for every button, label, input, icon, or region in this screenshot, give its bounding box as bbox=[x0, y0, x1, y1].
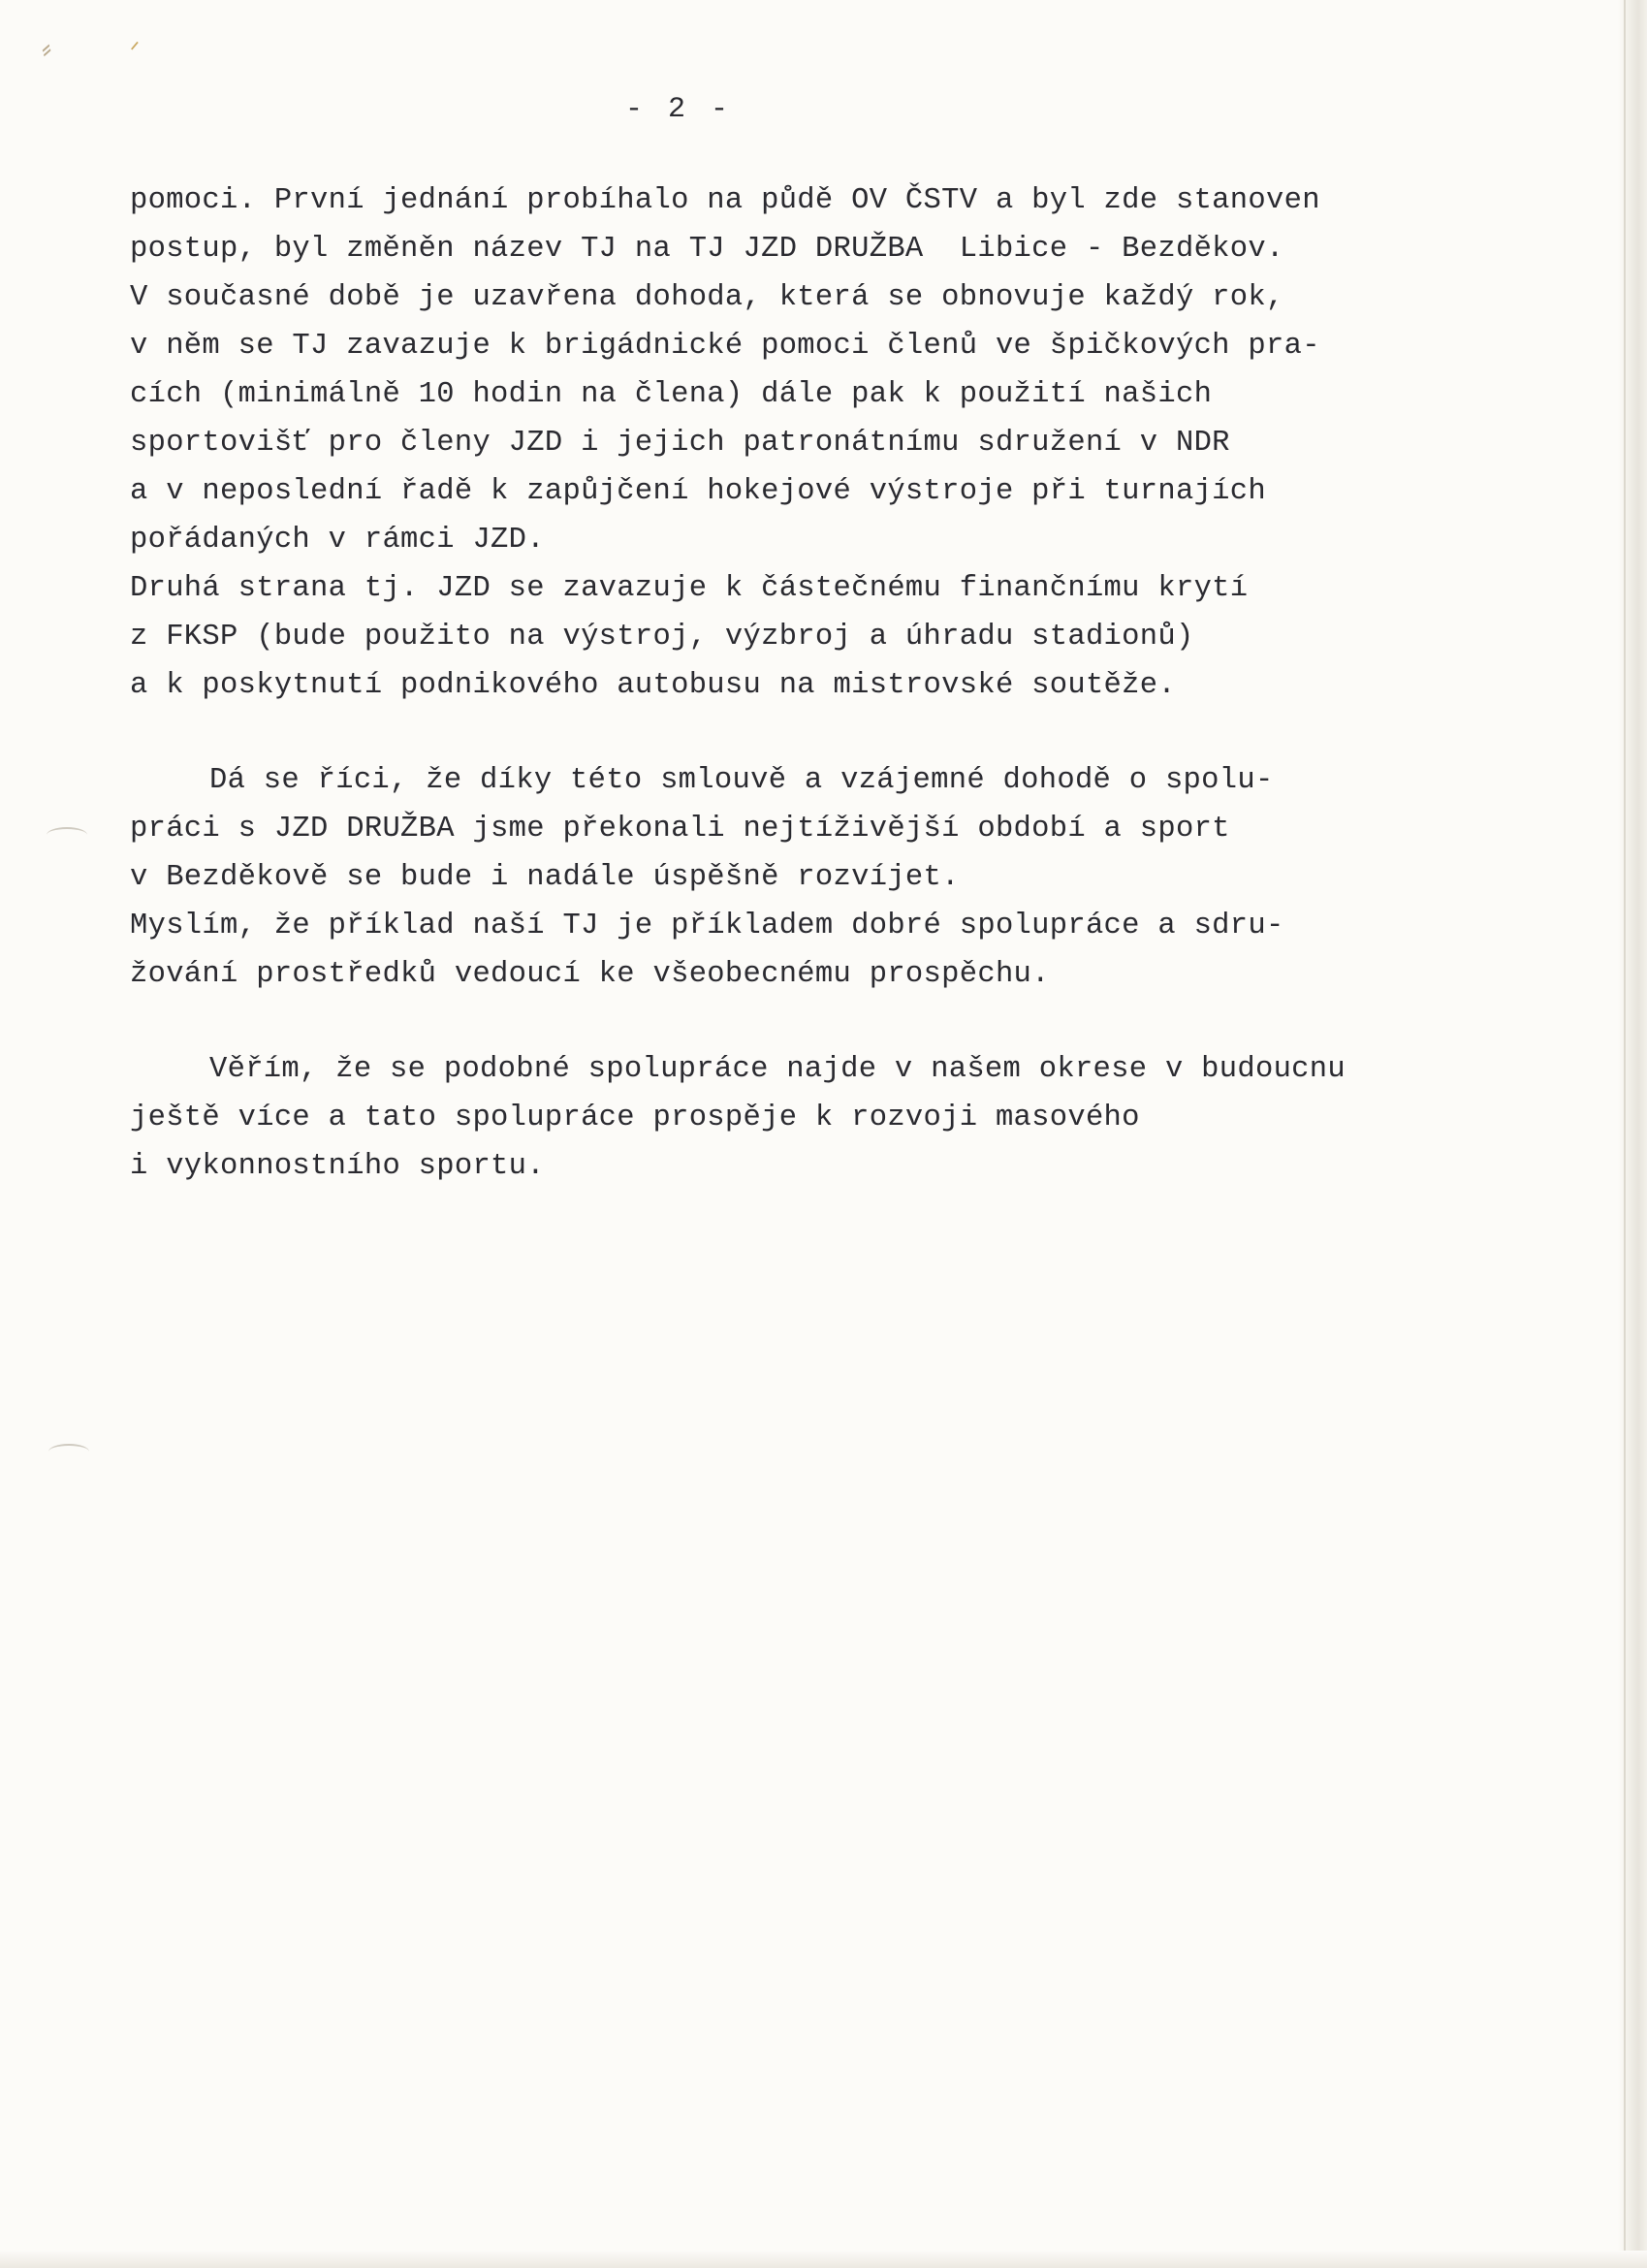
body-text bbox=[130, 176, 1487, 1191]
text-line: Věřím, že se podobné spolupráce najde v našem okrese v budoucnu bbox=[209, 1053, 1346, 1086]
pencil-mark bbox=[47, 827, 87, 843]
scan-edge bbox=[1618, 0, 1647, 2268]
text-line: pořádaných v rámci JZD. bbox=[130, 524, 545, 557]
scan-edge-line bbox=[1624, 0, 1626, 2268]
scan-mark: ᐟ bbox=[130, 37, 141, 64]
text-line: ještě více a tato spolupráce prospěje k rozvoji masového bbox=[130, 1102, 1140, 1134]
page-number: - 2 - bbox=[624, 93, 732, 126]
pencil-mark bbox=[48, 1444, 89, 1459]
text-line: postup, byl změněn název TJ na TJ JZD DRUŽBA Libice - Bezděkov. bbox=[130, 233, 1284, 266]
text-line: Myslím, že příklad naší TJ je příkladem dobré spolupráce a sdru- bbox=[130, 910, 1284, 942]
paragraph bbox=[130, 176, 1487, 710]
text-line: a k poskytnutí podnikového autobusu na mistrovské soutěže. bbox=[130, 669, 1176, 702]
text-line: z FKSP (bude použito na výstroj, výzbroj a úhradu stadionů) bbox=[130, 621, 1194, 654]
text-line: cích (minimálně 10 hodin na člena) dále pak k použití našich bbox=[130, 378, 1213, 411]
paragraph bbox=[130, 1045, 1487, 1191]
text-line: a v neposlední řadě k zapůjčení hokejové výstroje při turnajích bbox=[130, 475, 1266, 508]
text-line: V současné době je uzavřena dohoda, která se obnovuje každý rok, bbox=[130, 281, 1284, 314]
text-line: pomoci. První jednání probíhalo na půdě OV ČSTV a byl zde stanoven bbox=[130, 184, 1320, 217]
text-line: i vykonnostního sportu. bbox=[130, 1150, 545, 1183]
text-line: žování prostředků vedoucí ke všeobecnému prospěchu. bbox=[130, 958, 1050, 991]
text-line: Druhá strana tj. JZD se zavazuje k částečnému finančnímu krytí bbox=[130, 572, 1249, 605]
text-line: sportovišť pro členy JZD i jejich patronátnímu sdružení v NDR bbox=[130, 427, 1230, 460]
text-line: práci s JZD DRUŽBA jsme překonali nejtíživější období a sport bbox=[130, 813, 1230, 846]
paragraph bbox=[130, 756, 1487, 999]
scan-edge bbox=[0, 2251, 1647, 2268]
text-line: v něm se TJ zavazuje k brigádnické pomoci členů ve špičkových pra- bbox=[130, 330, 1320, 363]
scan-mark: ⸗ bbox=[36, 28, 56, 67]
text-line: v Bezděkově se bude i nadále úspěšně rozvíjet. bbox=[130, 861, 960, 894]
text-line: Dá se říci, že díky této smlouvě a vzájemné dohodě o spolu- bbox=[209, 764, 1274, 797]
